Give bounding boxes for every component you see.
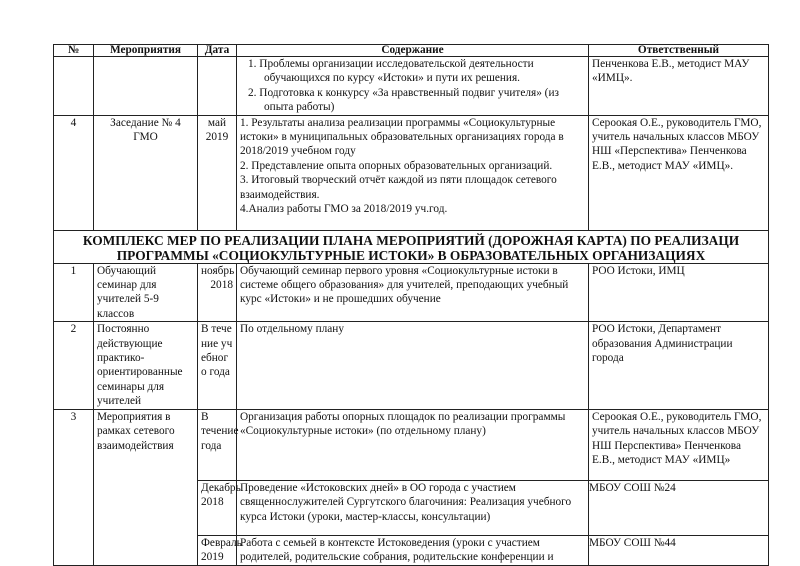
table-row: 1 Обучающий семинар для учителей 5-9 классов ноябрь 2018 Обучающий семинар первого уровня «Социокультурные истоки в системе общего образования» для учителей, преподающих учебный курс «Истоки» и не прошедших обучение РОО Истоки, ИМЦ [54,263,769,322]
table-row: 4 Заседание № 4 ГМО май 2019 1. Результаты анализа реализации программы «Социокультурные истоки» в муниципальных образовательных организациях города в 2018/2019 учебном году 2. Представление опыта опорных образовательных организаций. 3. Итоговый творческий отчёт каждой из пяти площадок сетевого взаимодействия. 4.Анализ работы ГМО за 2018/2019 уч.год. Сероокая О.Е., руководитель ГМО, учитель начальных классов МБОУ НШ «Перспектива» Пенченкова Е.В., методист МАУ «ИМЦ». [54,115,769,230]
table-row: Декабрь 2018 Проведение «Истоковских дней» в ОО города с участием священнослужителей Сургутского благочиния: Реализация учебного курса Истоки (уроки, мастер-классы, консультации) МБОУ СОШ №24 [54,480,769,535]
header-event: Мероприятия [94,45,198,57]
header-content: Содержание [237,45,589,57]
header-num: № [54,45,94,57]
table-row: 3 Мероприятия в рамках сетевого взаимодействия В течение года Организация работы опорных площадок по реализации программы «Социокультурные истоки» (по отдельному плану) Сероокая О.Е., руководитель ГМО, учитель начальных классов МБОУ НШ Перспектива» Пенченкова Е.В., методист МАУ «ИМЦ» [54,409,769,480]
header-responsible: Ответственный [589,45,769,57]
section-header-row [54,230,769,263]
table-row: Февраль 2019 Работа с семьей в контексте Истоковедения (уроки с участием родителей, родительские собрания, родительские конференции и МБОУ СОШ №44 [54,535,769,565]
cell-responsible: Пенченкова Е.В., методист МАУ «ИМЦ». [589,57,769,116]
section-title: КОМПЛЕКС МЕР ПО РЕАЛИЗАЦИИ ПЛАНА МЕРОПРИЯТИЙ (ДОРОЖНАЯ КАРТА) ПО РЕАЛИЗАЦИ ПРОГРАММЫ «СОЦИОКУЛЬТУРНЫЕ ИСТОКИ» В ОБРАЗОВАТЕЛЬНЫХ ОРГАНИЗАЦИЯХ [54,230,769,263]
table-row [54,57,769,116]
header-date: Дата [198,45,237,57]
cell-content: 1. Результаты анализа реализации программы «Социокультурные истоки» в муниципальных образовательных организациях города в 2018/2019 учебном году 2. Представление опыта опорных образовательных организаций. 3. Итоговый творческий отчёт каждой из пяти площадок сетевого взаимодействия. 4.Анализ работы ГМО за 2018/2019 уч.год. [237,115,589,230]
cell-content: 1. Проблемы организации исследовательской деятельности обучающихся по курсу «Истоки» и пути их решения. 2. Подготовка к конкурсу «За нравственный подвиг учителя» (из опыта работы) [237,57,589,116]
events-table [53,44,769,566]
table-header-row [54,45,769,57]
table-row: 2 Постоянно действующие практико-ориентированные семинары для учителей В течение учебного года По отдельному плану РОО Истоки, Департамент образования Администрации города [54,322,769,409]
